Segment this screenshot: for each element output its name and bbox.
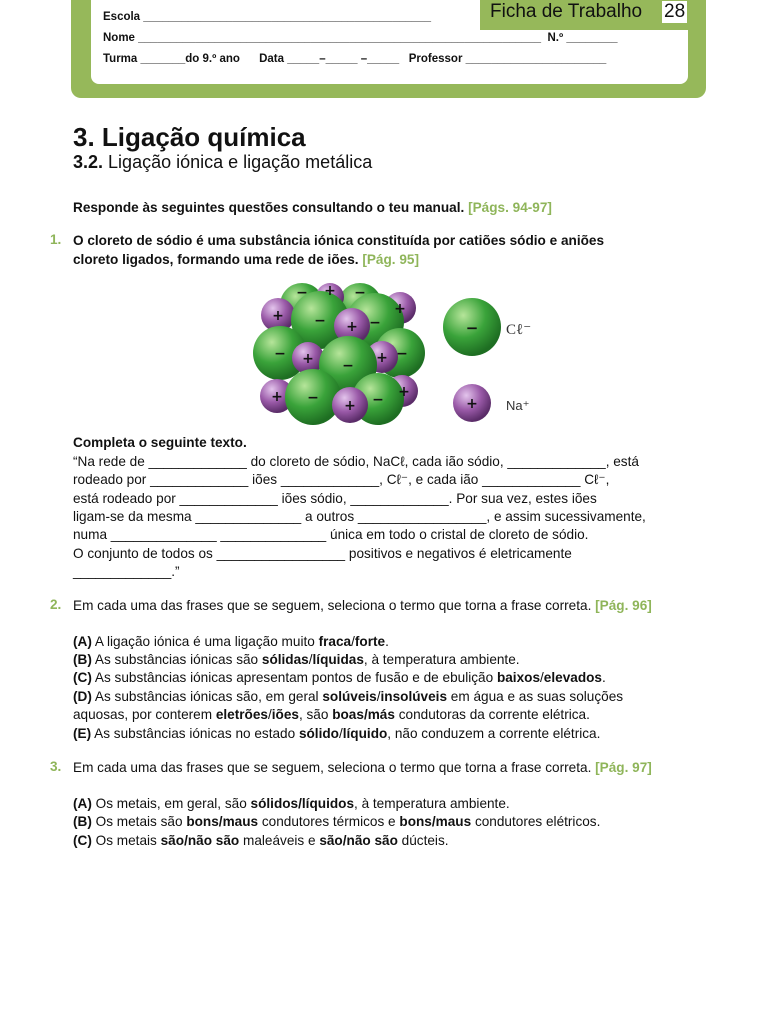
legend-cl: Cℓ⁻ bbox=[506, 322, 532, 338]
q2-item-d: (D) As substâncias iónicas são, em geral solúveis/insolúveis em água e as suas soluções bbox=[73, 689, 624, 704]
q3-option-b3[interactable]: bons bbox=[399, 814, 432, 829]
fill-line-6[interactable]: O conjunto de todos os _________________ positivos e negativos é eletricamente bbox=[73, 546, 572, 561]
option-d6[interactable]: más bbox=[367, 707, 395, 722]
q3-option-b1[interactable]: bons bbox=[186, 814, 219, 829]
nacl-lattice-illustration bbox=[250, 283, 550, 428]
svg-text:−: − bbox=[396, 346, 408, 362]
option-d3[interactable]: eletrões bbox=[215, 707, 268, 722]
q3-option-a1[interactable]: sólidos bbox=[250, 796, 299, 811]
svg-text:+: + bbox=[466, 396, 478, 412]
q3-option-b4[interactable]: maus bbox=[435, 814, 472, 829]
svg-text:+: + bbox=[272, 308, 284, 324]
option-d1[interactable]: solúveis bbox=[322, 689, 377, 704]
svg-text:+: + bbox=[302, 351, 314, 367]
q3-item-b: (B) Os metais são bons/maus condutores térmicos e bons/maus condutores elétricos. bbox=[73, 814, 601, 829]
escola-field[interactable]: Escola _____________________________________________ bbox=[103, 11, 432, 23]
q3-option-c1[interactable]: são bbox=[160, 833, 185, 848]
ficha-badge bbox=[480, 0, 688, 30]
q3-item-a: (A) Os metais, em geral, são sólidos/líquidos, à temperatura ambiente. bbox=[73, 796, 510, 811]
q2-item-e: (E) As substâncias iónicas no estado sólido/líquido, não conduzem a corrente elétrica. bbox=[73, 726, 601, 741]
intro-text: Responde às seguintes questões consultando o teu manual. [Págs. 94-97] bbox=[73, 200, 552, 215]
q3-prompt: Em cada uma das frases que se seguem, seleciona o termo que torna a frase correta. [Pág. 97] bbox=[73, 760, 652, 775]
svg-text:−: − bbox=[354, 285, 366, 301]
option-b1[interactable]: sólidas bbox=[261, 652, 309, 667]
complete-label: Completa o seguinte texto. bbox=[73, 435, 247, 450]
option-d5[interactable]: boas bbox=[332, 707, 364, 722]
option-e2[interactable]: líquido bbox=[342, 726, 388, 741]
page-title: 3. Ligação química bbox=[73, 122, 306, 152]
svg-text:−: − bbox=[307, 390, 319, 406]
q2-item-b: (B) As substâncias iónicas são sólidas/líquidas, à temperatura ambiente. bbox=[73, 652, 520, 667]
svg-text:−: − bbox=[465, 319, 479, 337]
option-c1[interactable]: baixos bbox=[496, 670, 541, 685]
q3-option-b2[interactable]: maus bbox=[222, 814, 259, 829]
option-c2[interactable]: elevados bbox=[543, 670, 602, 685]
svg-text:−: − bbox=[274, 346, 286, 362]
q2-prompt: Em cada uma das frases que se seguem, seleciona o termo que torna a frase correta. [Pág. 96] bbox=[73, 598, 652, 613]
fill-line-7[interactable]: _____________.” bbox=[73, 564, 180, 579]
q3-option-c2[interactable]: não são bbox=[187, 833, 240, 848]
q2-item-a: (A) A ligação iónica é uma ligação muito fraca/forte. bbox=[73, 634, 389, 649]
option-d4[interactable]: iões bbox=[271, 707, 299, 722]
fill-line-3[interactable]: está rodeado por _____________ iões sódio, _____________. Por sua vez, estes iões bbox=[73, 491, 597, 506]
svg-text:−: − bbox=[296, 285, 308, 301]
q3-option-c3[interactable]: são bbox=[319, 833, 343, 848]
ficha-number: 28 bbox=[664, 1, 686, 22]
q2-item-d-cont: aquosas, por conterem eletrões/iões, são boas/más condutoras da corrente elétrica. bbox=[73, 707, 590, 722]
svg-text:+: + bbox=[376, 350, 388, 366]
legend-na: Na⁺ bbox=[506, 398, 530, 413]
turma-field[interactable]: Turma _______do 9.º ano Data _____–_____ –_____ Professor ______________________ bbox=[103, 53, 607, 65]
fill-line-2[interactable]: rodeado por _____________ iões _____________, Cℓ⁻, e cada ião _____________ Cℓ⁻, bbox=[73, 472, 610, 487]
svg-text:+: + bbox=[324, 283, 336, 299]
q2-item-c: (C) As substâncias iónicas apresentam pontos de fusão e de ebulição baixos/elevados. bbox=[73, 670, 606, 685]
q3-option-c4[interactable]: não são bbox=[346, 833, 398, 848]
svg-text:+: + bbox=[271, 389, 283, 405]
option-e1[interactable]: sólido bbox=[298, 726, 339, 741]
page-subtitle: 3.2. Ligação iónica e ligação metálica bbox=[73, 152, 373, 172]
svg-text:−: − bbox=[369, 315, 381, 331]
option-b2[interactable]: líquidas bbox=[312, 652, 364, 667]
option-d2[interactable]: insolúveis bbox=[380, 689, 448, 704]
svg-text:−: − bbox=[372, 392, 384, 408]
option-a2[interactable]: forte bbox=[354, 634, 386, 649]
fill-line-5[interactable]: numa ______________ ______________ única em todo o cristal de cloreto de sódio. bbox=[73, 527, 589, 542]
q1-number: 1. bbox=[50, 232, 62, 247]
fill-line-1[interactable]: “Na rede de _____________ do cloreto de sódio, NaCℓ, cada ião sódio, _____________, está bbox=[73, 454, 639, 469]
q1-line1: O cloreto de sódio é uma substância iónica constituída por catiões sódio e aniões bbox=[73, 233, 605, 248]
fill-line-4[interactable]: ligam-se da mesma ______________ a outros _________________, e assim sucessivamente, bbox=[73, 509, 646, 524]
svg-text:+: + bbox=[346, 319, 358, 335]
svg-text:+: + bbox=[398, 384, 410, 400]
svg-text:+: + bbox=[344, 398, 356, 414]
q3-option-a2[interactable]: líquidos bbox=[301, 796, 355, 811]
nome-field[interactable]: Nome _______________________________________________________________ N.º ________ bbox=[103, 32, 618, 44]
q2-number: 2. bbox=[50, 597, 62, 612]
option-a1[interactable]: fraca bbox=[318, 634, 352, 649]
ficha-label: Ficha de Trabalho bbox=[490, 1, 643, 22]
svg-text:−: − bbox=[342, 358, 354, 374]
svg-text:+: + bbox=[394, 301, 406, 317]
svg-text:−: − bbox=[314, 313, 326, 329]
q1-line2: cloreto ligados, formando uma rede de iões. [Pág. 95] bbox=[73, 252, 419, 267]
q3-number: 3. bbox=[50, 759, 62, 774]
q3-item-c: (C) Os metais são/não são maleáveis e são/não são dúcteis. bbox=[73, 833, 449, 848]
